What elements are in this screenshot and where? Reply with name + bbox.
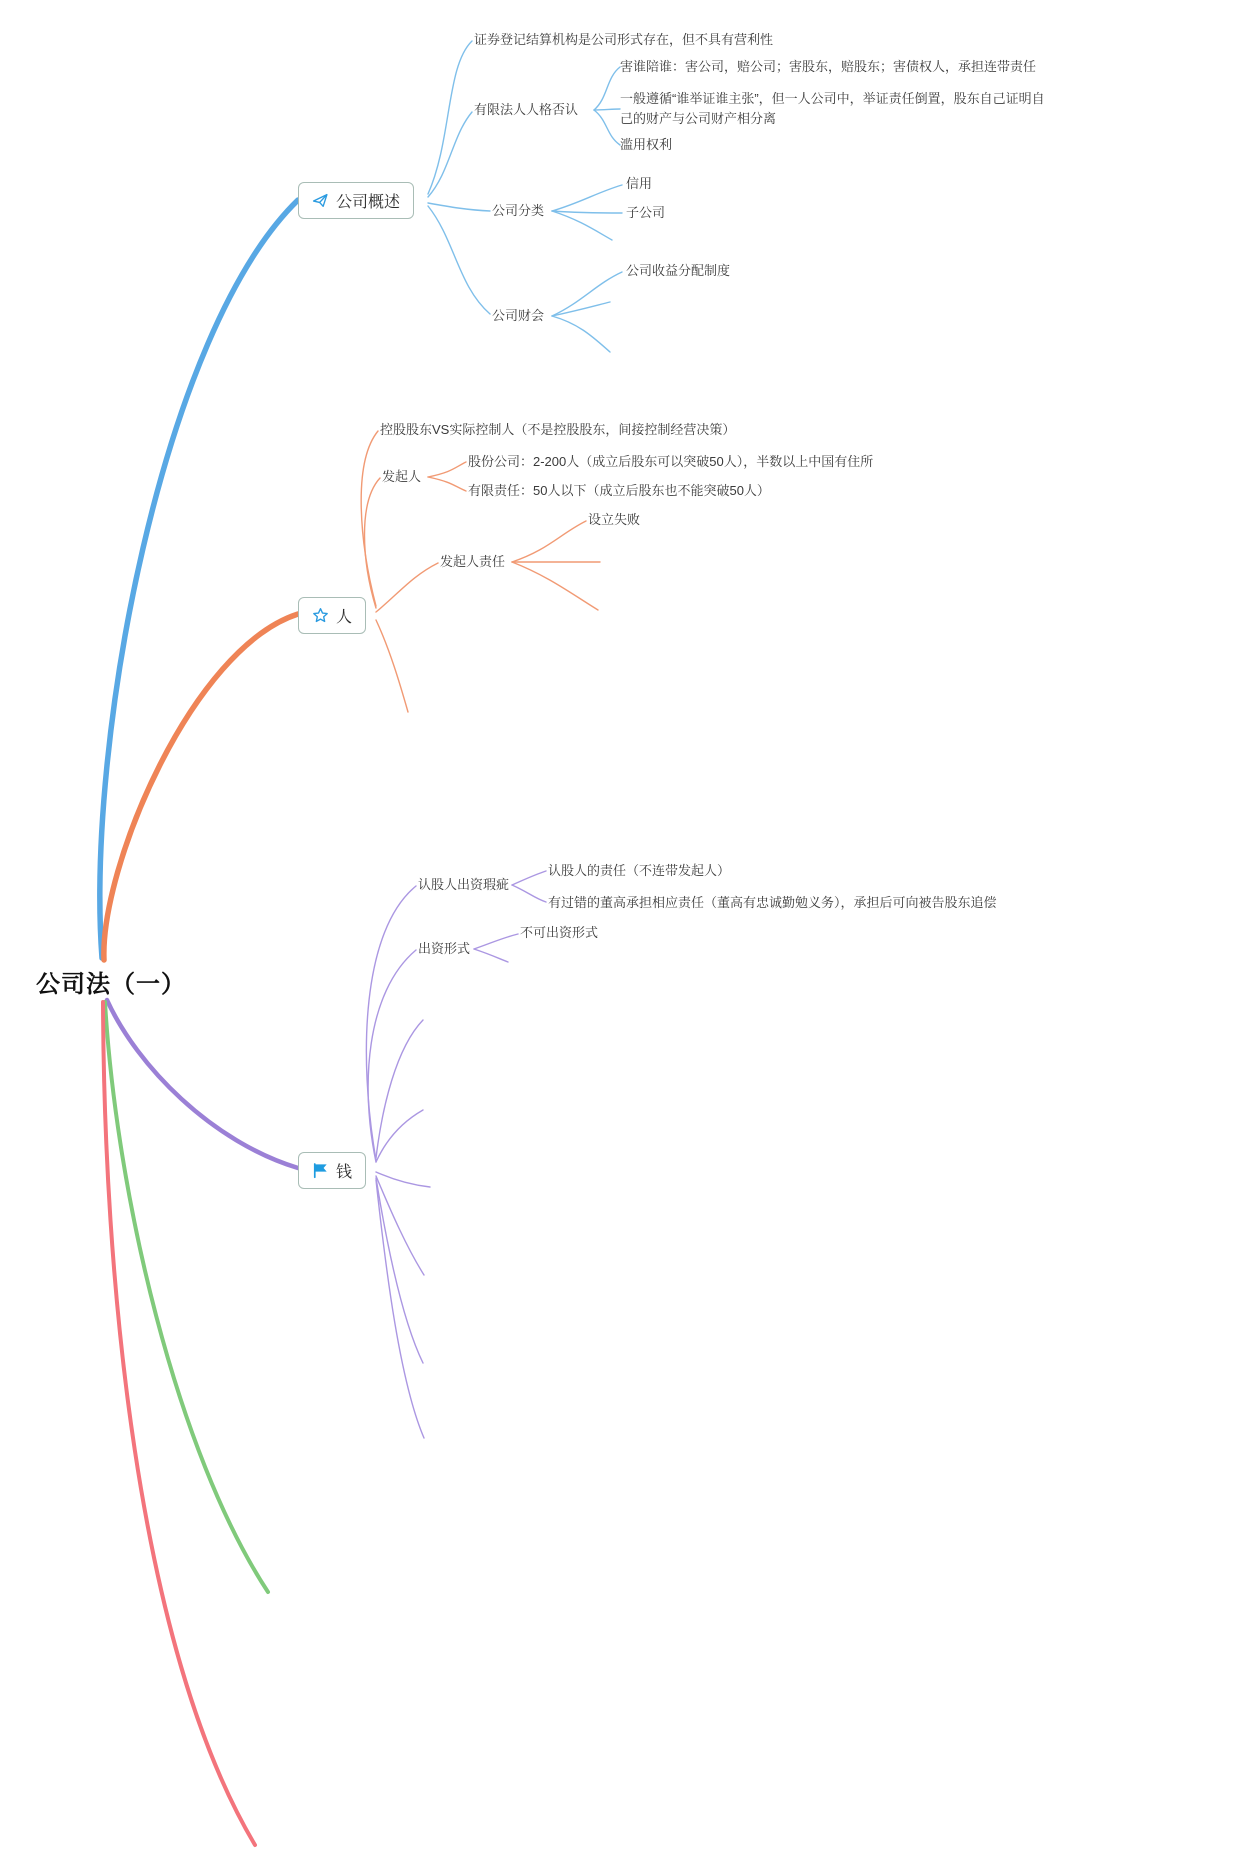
trunk-green [105, 1002, 268, 1592]
connector [474, 949, 508, 962]
topic-label[interactable]: 发起人责任 [440, 554, 506, 569]
topic-label[interactable]: 有限责任：50人以下（成立后股东也不能突破50人） [468, 483, 770, 498]
connector [594, 109, 620, 110]
topic-label[interactable]: 子公司 [626, 205, 666, 220]
connector [512, 521, 586, 562]
paper-plane-icon [312, 192, 329, 209]
connector [512, 562, 598, 610]
topic-label[interactable]: 设立失败 [588, 512, 641, 527]
connector [552, 185, 622, 211]
connector [376, 1176, 424, 1275]
root-topic[interactable]: 公司法（一） [36, 971, 186, 998]
connector [474, 934, 518, 949]
connector [594, 67, 620, 110]
connector [512, 885, 546, 902]
branch-node-people[interactable] [298, 597, 366, 634]
connector [368, 950, 416, 1162]
trunk-people [104, 614, 298, 960]
topic-label[interactable]: 认股人的责任（不连带发起人） [548, 863, 731, 878]
connector [376, 1178, 423, 1363]
connector [552, 211, 612, 240]
connector [428, 41, 472, 194]
topic-label[interactable]: 不可出资形式 [520, 925, 599, 940]
topic-label[interactable]: 公司收益分配制度 [626, 263, 731, 278]
connector [552, 316, 610, 352]
trunk-money [107, 1000, 298, 1168]
topic-label[interactable]: 滥用权利 [620, 137, 673, 152]
topic-label[interactable]: 发起人 [382, 469, 422, 484]
connector [428, 203, 490, 211]
connector [376, 563, 438, 612]
connector [512, 871, 546, 885]
overview-connectors [428, 41, 622, 352]
connector [552, 302, 610, 316]
connector [552, 211, 622, 213]
connector [376, 620, 408, 712]
topic-label[interactable]: 股份公司：2-200人（成立后股东可以突破50人），半数以上中国有住所 [468, 454, 874, 469]
topic-label[interactable]: 有过错的董高承担相应责任（董高有忠诚勤勉义务），承担后可向被告股东追偿 [548, 895, 997, 910]
flag-icon [312, 1162, 329, 1179]
connector [428, 462, 466, 477]
topic-label[interactable]: 害谁陪谁：害公司，赔公司；害股东，赔股东；害债权人，承担连带责任 [620, 59, 1037, 74]
connector [428, 206, 490, 314]
topic-label[interactable]: 证券登记结算机构是公司形式存在，但不具有营利性 [474, 32, 774, 47]
branch-node-overview[interactable] [298, 182, 414, 219]
topic-label[interactable]: 信用 [626, 176, 653, 191]
branch-node-label: 人 [336, 609, 353, 626]
branch-node-label: 公司概述 [336, 194, 401, 211]
topic-label[interactable]: 公司财会 [492, 308, 545, 323]
trunk-overview [100, 200, 298, 958]
trunk-red [103, 1002, 255, 1845]
topic-label[interactable]: 出资形式 [418, 941, 471, 956]
branch-node-money[interactable] [298, 1152, 366, 1189]
topic-label[interactable]: 有限法人人格否认 [474, 102, 579, 117]
connector [428, 477, 466, 491]
topic-label[interactable]: 控股股东VS实际控制人（不是控股股东，间接控制经营决策） [380, 422, 736, 437]
topic-label[interactable]: 认股人出资瑕疵 [418, 877, 510, 892]
star-icon [312, 607, 329, 624]
connector [376, 1172, 430, 1187]
connector [594, 110, 620, 145]
topic-label[interactable]: 公司分类 [492, 203, 545, 218]
topic-label[interactable]: 一般遵循“谁举证谁主张”，但一人公司中，举证责任倒置，股东自己证明自己的财产与公司财产相分离 [620, 91, 1045, 126]
connector [552, 272, 622, 316]
connector [376, 1020, 423, 1158]
branch-node-label: 钱 [336, 1164, 353, 1181]
connector [428, 112, 472, 197]
